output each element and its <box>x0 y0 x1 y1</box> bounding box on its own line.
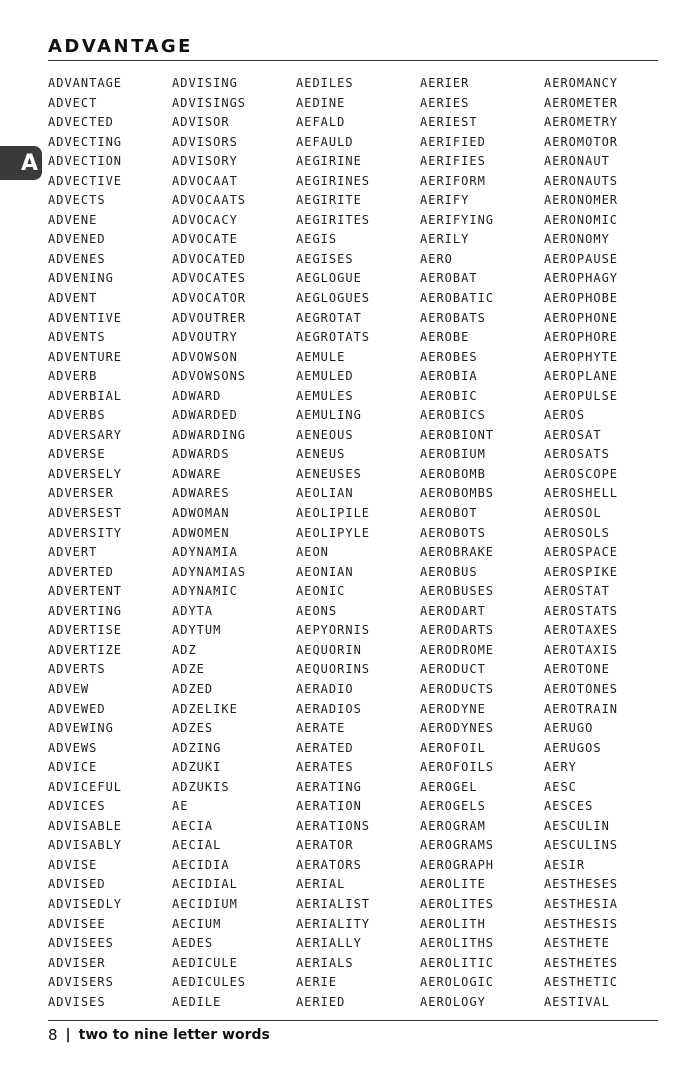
word-entry: ADWARD <box>172 388 222 403</box>
word-entry: ADWARES <box>172 486 230 501</box>
word-entry: AEROGRAPH <box>420 857 495 872</box>
word-entry: AEROPHONE <box>544 310 619 325</box>
word-entry: AEGIRITE <box>296 193 362 208</box>
word-entry: ADWARE <box>172 466 222 481</box>
word-column-5 <box>544 74 618 1012</box>
word-entry: AEROLOGY <box>420 994 486 1009</box>
word-entry: ADVERBIAL <box>48 388 123 403</box>
word-entry: ADVISABLY <box>48 838 123 853</box>
word-entry: AESTHETE <box>544 936 610 951</box>
word-entry: AERATIONS <box>296 818 371 833</box>
word-entry: AERADIOS <box>296 701 362 716</box>
word-entry: ADVERTING <box>48 603 123 618</box>
word-entry: AERIFY <box>420 193 470 208</box>
word-entry: AEROSTAT <box>544 584 610 599</box>
word-entry: AEROBUSES <box>420 584 495 599</box>
word-entry: AEON <box>296 545 329 560</box>
word-entry: AEROBAT <box>420 271 478 286</box>
word-entry: ADVISER <box>48 955 106 970</box>
word-entry: ADVENED <box>48 232 106 247</box>
word-entry: AEROLITE <box>420 877 486 892</box>
word-entry: AEOLIAN <box>296 486 354 501</box>
thumb-index-tab <box>0 146 42 180</box>
word-entry: AECIAL <box>172 838 222 853</box>
word-entry: AEROPHORE <box>544 330 619 345</box>
word-entry: ADVOCACY <box>172 212 238 227</box>
word-entry: ADVEWED <box>48 701 106 716</box>
word-entry: AEROSAT <box>544 427 602 442</box>
word-entry: AERODYNES <box>420 721 495 736</box>
word-entry: ADVOCAATS <box>172 193 247 208</box>
word-entry: AEOLIPILE <box>296 506 371 521</box>
word-entry: AEROFOILS <box>420 760 495 775</box>
word-entry: AEGLOGUES <box>296 291 371 306</box>
word-entry: AERIALIST <box>296 896 371 911</box>
word-entry: AERIALS <box>296 955 354 970</box>
word-entry: AEROMANCY <box>544 76 619 90</box>
word-entry: ADWOMEN <box>172 525 230 540</box>
word-entry: ADVERSE <box>48 447 106 462</box>
word-entry: AEROSTATS <box>544 603 619 618</box>
word-entry: AEROTONE <box>544 662 610 677</box>
word-entry: AESCES <box>544 799 594 814</box>
word-entry: AERATED <box>296 740 354 755</box>
word-entry: ADVEW <box>48 681 90 696</box>
word-entry: AEROBIONT <box>420 427 495 442</box>
word-entry: AEROLOGIC <box>420 975 495 990</box>
thumb-index-letter: A <box>20 150 38 176</box>
word-entry: ADWARDED <box>172 408 238 423</box>
word-entry: ADVERSER <box>48 486 114 501</box>
word-entry: AEROPHAGY <box>544 271 619 286</box>
word-entry: ADZELIKE <box>172 701 238 716</box>
word-entry: AESCULIN <box>544 818 610 833</box>
word-column-1 <box>48 74 122 1012</box>
word-entry: ADVISORS <box>172 134 238 149</box>
word-entry: AEDINE <box>296 95 346 110</box>
word-entry: ADVISEDLY <box>48 896 123 911</box>
word-entry: AESCULINS <box>544 838 619 853</box>
word-entry: AERONAUT <box>544 154 610 169</box>
word-entry: AERODUCT <box>420 662 486 677</box>
word-entry: AEROLITH <box>420 916 486 931</box>
word-entry: ADVECT <box>48 95 98 110</box>
word-entry: AERATES <box>296 760 354 775</box>
footer-book-title: two to nine letter words <box>78 1027 270 1043</box>
word-entry: ADYNAMIAS <box>172 564 247 579</box>
word-entry: AEDILES <box>296 76 354 90</box>
word-entry: AECIDIA <box>172 857 230 872</box>
word-entry: AECIDIAL <box>172 877 238 892</box>
word-entry: AERONOMY <box>544 232 610 247</box>
word-entry: AERATE <box>296 721 346 736</box>
word-entry: AERODARTS <box>420 623 495 638</box>
word-entry: AEROGEL <box>420 779 478 794</box>
word-entry: AEGIRINE <box>296 154 362 169</box>
word-entry: ADVERT <box>48 545 98 560</box>
word-entry: AEROTAXES <box>544 623 619 638</box>
word-entry: AERATION <box>296 799 362 814</box>
word-entry: AERILY <box>420 232 470 247</box>
word-entry: ADVERSELY <box>48 466 123 481</box>
word-entry: AENEOUS <box>296 427 354 442</box>
word-entry: AEONIAN <box>296 564 354 579</box>
page-number: 8 <box>48 1026 58 1044</box>
word-entry: AEGISES <box>296 251 354 266</box>
word-entry: AEROSHELL <box>544 486 619 501</box>
word-entry: AEROBIC <box>420 388 478 403</box>
word-entry: ADVOCATE <box>172 232 238 247</box>
word-entry: AEROSCOPE <box>544 466 619 481</box>
word-entry: AEROBOT <box>420 506 478 521</box>
word-entry: ADZED <box>172 681 214 696</box>
word-entry: ADVOWSON <box>172 349 238 364</box>
word-entry: AEROBOMB <box>420 466 486 481</box>
word-entry: AERATING <box>296 779 362 794</box>
word-entry: AEROTRAIN <box>544 701 619 716</box>
word-entry: AEROPLANE <box>544 369 619 384</box>
word-entry: AERIALITY <box>296 916 371 931</box>
word-entry: ADVENTURE <box>48 349 123 364</box>
word-entry: AERIFIED <box>420 134 486 149</box>
word-entry: AEQUORINS <box>296 662 371 677</box>
word-entry: ADVERSITY <box>48 525 123 540</box>
word-entry: ADYTA <box>172 603 214 618</box>
word-entry: ADVISES <box>48 994 106 1009</box>
word-entry: AESTHESIA <box>544 896 619 911</box>
word-entry: ADVENE <box>48 212 98 227</box>
word-entry: AERATOR <box>296 838 354 853</box>
word-entry: AENEUSES <box>296 466 362 481</box>
word-entry: AEROTONES <box>544 681 619 696</box>
word-entry: ADVISING <box>172 76 238 90</box>
word-entry: ADVECTIVE <box>48 173 123 188</box>
header-divider <box>48 60 658 61</box>
word-entry: AESTHETIC <box>544 975 619 990</box>
word-entry: AERY <box>544 760 577 775</box>
word-entry: AENEUS <box>296 447 346 462</box>
word-entry: ADVISEE <box>48 916 106 931</box>
word-entry: AESTIVAL <box>544 994 610 1009</box>
word-entry: AEOLIPYLE <box>296 525 371 540</box>
word-entry: ADVECTS <box>48 193 106 208</box>
word-entry: AEROFOIL <box>420 740 486 755</box>
word-entry: AESIR <box>544 857 586 872</box>
word-entry: AERO <box>420 251 453 266</box>
word-entry: ADVOCATOR <box>172 291 247 306</box>
word-entry: AEROPAUSE <box>544 251 619 266</box>
word-entry: AERODART <box>420 603 486 618</box>
word-entry: AEROLITHS <box>420 936 495 951</box>
word-entry: ADVECTING <box>48 134 123 149</box>
word-entry: AESC <box>544 779 577 794</box>
word-entry: ADVOUTRER <box>172 310 247 325</box>
word-entry: AEDICULE <box>172 955 238 970</box>
word-entry: ADVOCATED <box>172 251 247 266</box>
word-entry: AERIALLY <box>296 936 362 951</box>
word-column-3 <box>296 74 370 1012</box>
word-entry: AERADIO <box>296 681 354 696</box>
word-entry: ADVISEES <box>48 936 114 951</box>
word-entry: ADVERSARY <box>48 427 123 442</box>
word-entry: AEROSOLS <box>544 525 610 540</box>
word-entry: AERUGO <box>544 721 594 736</box>
word-entry: AEGIRINES <box>296 173 371 188</box>
word-entry: AESTHESIS <box>544 916 619 931</box>
word-entry: ADZUKI <box>172 760 222 775</box>
word-entry: AEROMETER <box>544 95 619 110</box>
word-entry: ADYNAMIC <box>172 584 238 599</box>
word-entry: AERODROME <box>420 642 495 657</box>
word-entry: AEROBATIC <box>420 291 495 306</box>
word-entry: ADVENT <box>48 291 98 306</box>
word-entry: AEMULE <box>296 349 346 364</box>
word-entry: AEQUORIN <box>296 642 362 657</box>
word-entry: ADVERBS <box>48 408 106 423</box>
word-entry: AEROSATS <box>544 447 610 462</box>
word-entry: ADVICEFUL <box>48 779 123 794</box>
word-entry: ADWOMAN <box>172 506 230 521</box>
word-entry: ADVISORY <box>172 154 238 169</box>
word-entry: AERUGOS <box>544 740 602 755</box>
word-entry: AEROBATS <box>420 310 486 325</box>
word-entry: AEROBICS <box>420 408 486 423</box>
word-entry: AECIUM <box>172 916 222 931</box>
word-entry: AERODUCTS <box>420 681 495 696</box>
word-entry: AEFALD <box>296 115 346 130</box>
footer-separator: | <box>65 1027 71 1043</box>
word-entry: AEROTAXIS <box>544 642 619 657</box>
word-entry: ADVEWS <box>48 740 98 755</box>
word-entry: AEGLOGUE <box>296 271 362 286</box>
word-entry: ADZUKIS <box>172 779 230 794</box>
word-column-4 <box>420 74 494 1012</box>
word-entry: AEROBRAKE <box>420 545 495 560</box>
word-entry: ADVICES <box>48 799 106 814</box>
word-entry: ADYTUM <box>172 623 222 638</box>
word-entry: ADVOCAAT <box>172 173 238 188</box>
word-entry: AEROBIA <box>420 369 478 384</box>
word-entry: AEROLITES <box>420 896 495 911</box>
word-entry: AEONS <box>296 603 338 618</box>
word-entry: ADZES <box>172 721 214 736</box>
word-entry: ADVERTS <box>48 662 106 677</box>
word-entry: AERIES <box>420 95 470 110</box>
word-entry: ADWARDING <box>172 427 247 442</box>
word-entry: ADVERB <box>48 369 98 384</box>
word-entry: AEDILE <box>172 994 222 1009</box>
word-column-2 <box>172 74 246 1012</box>
word-entry: AEROPHOBE <box>544 291 619 306</box>
word-entry: AERONAUTS <box>544 173 619 188</box>
word-entry: AEGIS <box>296 232 338 247</box>
word-entry: ADVERTISE <box>48 623 123 638</box>
word-entry: ADVENING <box>48 271 114 286</box>
word-entry: AEMULED <box>296 369 354 384</box>
word-entry: AEROLITIC <box>420 955 495 970</box>
word-entry: AECIDIUM <box>172 896 238 911</box>
word-entry: AEROPHYTE <box>544 349 619 364</box>
word-entry: ADVISE <box>48 857 98 872</box>
word-entry: ADVISOR <box>172 115 230 130</box>
word-entry: AERATORS <box>296 857 362 872</box>
page-header-title: ADVANTAGE <box>48 36 193 57</box>
word-entry: AEDICULES <box>172 975 247 990</box>
word-entry: AEROMOTOR <box>544 134 619 149</box>
word-entry: AEFAULD <box>296 134 354 149</box>
word-entry: AERIER <box>420 76 470 90</box>
word-entry: ADVISED <box>48 877 106 892</box>
word-entry: AEGROTATS <box>296 330 371 345</box>
word-entry: ADVENTS <box>48 330 106 345</box>
word-entry: AEROBOMBS <box>420 486 495 501</box>
footer-divider <box>48 1020 658 1021</box>
word-entry: ADWARDS <box>172 447 230 462</box>
word-entry: AEROPULSE <box>544 388 619 403</box>
word-entry: ADVICE <box>48 760 98 775</box>
word-entry: AEROMETRY <box>544 115 619 130</box>
word-entry: AEMULING <box>296 408 362 423</box>
word-entry: AERIFIES <box>420 154 486 169</box>
word-entry: ADVERTIZE <box>48 642 123 657</box>
word-entry: ADYNAMIA <box>172 545 238 560</box>
word-entry: AEROBUS <box>420 564 478 579</box>
word-entry: ADZ <box>172 642 197 657</box>
word-entry: AEROGRAM <box>420 818 486 833</box>
word-entry: AEROBOTS <box>420 525 486 540</box>
word-entry: AESTHESES <box>544 877 619 892</box>
word-entry: AERIFORM <box>420 173 486 188</box>
word-entry: AERIAL <box>296 877 346 892</box>
word-entry: ADZING <box>172 740 222 755</box>
word-entry: AEDES <box>172 936 214 951</box>
word-entry: AEROGELS <box>420 799 486 814</box>
word-entry: AECIA <box>172 818 214 833</box>
word-entry: AEROSPACE <box>544 545 619 560</box>
word-entry: AERIE <box>296 975 338 990</box>
word-entry: AEROBE <box>420 330 470 345</box>
word-entry: ADVERSEST <box>48 506 123 521</box>
word-entry: AEROSOL <box>544 506 602 521</box>
word-entry: ADVOWSONS <box>172 369 247 384</box>
word-entry: ADVENES <box>48 251 106 266</box>
word-entry: AERODYNE <box>420 701 486 716</box>
word-entry: ADVENTIVE <box>48 310 123 325</box>
word-entry: AEMULES <box>296 388 354 403</box>
word-entry: ADVECTED <box>48 115 114 130</box>
word-entry: AERIFYING <box>420 212 495 227</box>
word-entry: AEROBES <box>420 349 478 364</box>
word-entry: AEROS <box>544 408 586 423</box>
word-entry: AERIED <box>296 994 346 1009</box>
word-entry: AESTHETES <box>544 955 619 970</box>
word-entry: AEGIRITES <box>296 212 371 227</box>
word-entry: AEROSPIKE <box>544 564 619 579</box>
word-entry: ADVOUTRY <box>172 330 238 345</box>
word-entry: ADVANTAGE <box>48 76 123 90</box>
word-entry: ADVERTED <box>48 564 114 579</box>
word-entry: AEROBIUM <box>420 447 486 462</box>
word-entry: ADVERTENT <box>48 584 123 599</box>
word-entry: ADVISERS <box>48 975 114 990</box>
word-entry: ADVECTION <box>48 154 123 169</box>
word-entry: AEROGRAMS <box>420 838 495 853</box>
word-entry: AEPYORNIS <box>296 623 371 638</box>
word-entry: ADVOCATES <box>172 271 247 286</box>
word-entry: AERIEST <box>420 115 478 130</box>
word-entry: AERONOMIC <box>544 212 619 227</box>
page-footer <box>48 1026 270 1044</box>
word-entry: ADVISINGS <box>172 95 247 110</box>
word-entry: ADZE <box>172 662 205 677</box>
word-entry: ADVEWING <box>48 721 114 736</box>
word-entry: AERONOMER <box>544 193 619 208</box>
word-entry: AEGROTAT <box>296 310 362 325</box>
word-entry: ADVISABLE <box>48 818 123 833</box>
word-entry: AEONIC <box>296 584 346 599</box>
word-entry: AE <box>172 799 189 814</box>
